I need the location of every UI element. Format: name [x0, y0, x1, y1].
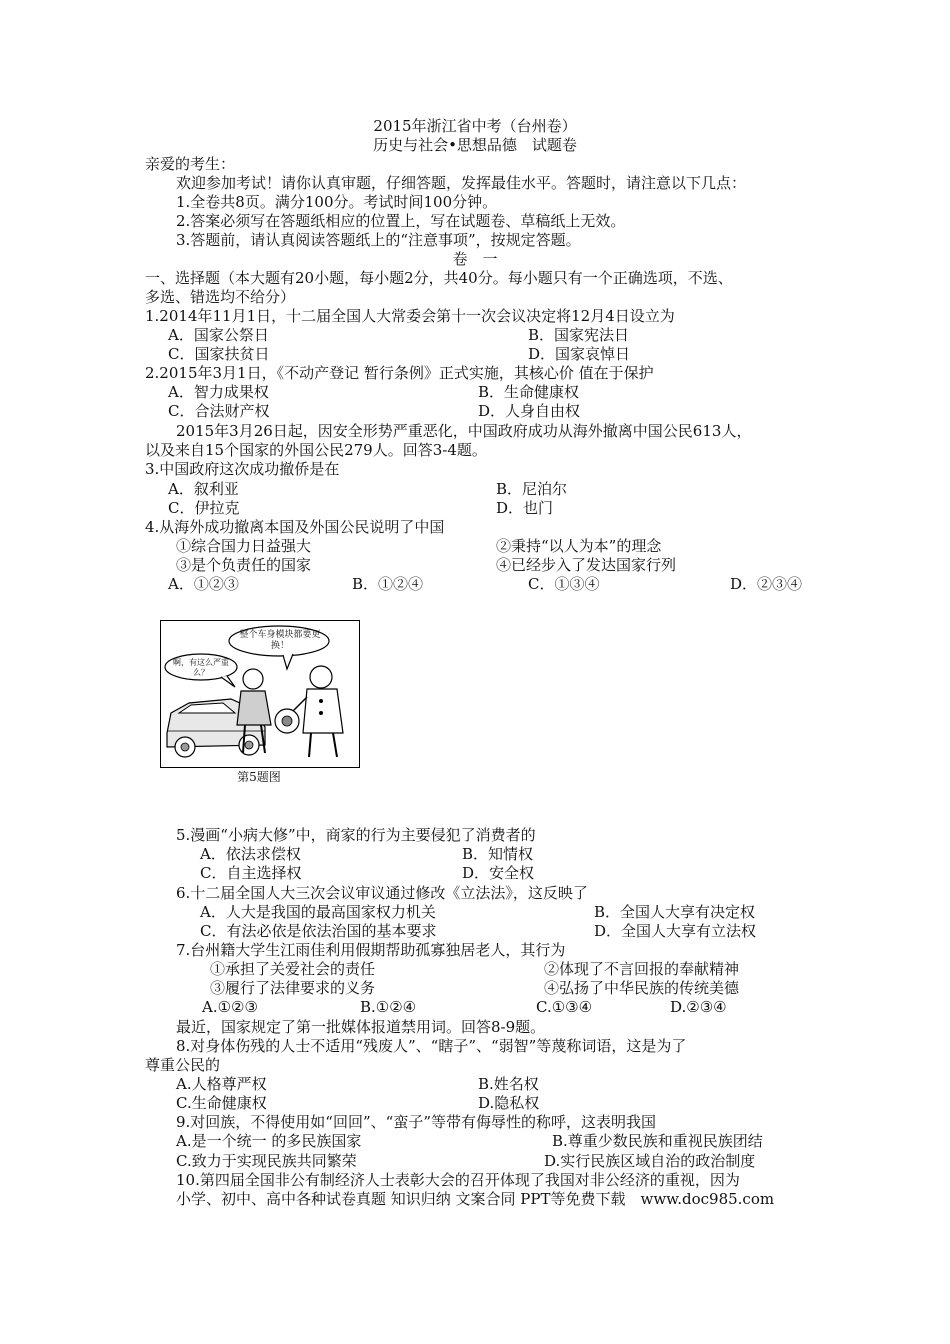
q3-option-c: C．伊拉克 [168, 499, 240, 517]
q5-option-c: C．自主选择权 [200, 864, 302, 882]
q6-option-b: B．全国人大享有决定权 [594, 903, 756, 921]
q1-option-a: A．国家公祭日 [168, 326, 269, 344]
note-3: 3.答题前，请认真阅读答题纸上的“注意事项”，按规定答题。 [176, 231, 581, 249]
q9-option-b: B.尊重少数民族和重视民族团结 [552, 1132, 763, 1150]
q4-stem: 4.从海外成功撤离本国及外国公民说明了中国 [145, 518, 445, 536]
note-1: 1.全卷共8页。满分100分。考试时间100分钟。 [176, 193, 498, 211]
footer-note: 小学、初中、高中各种试卷真题 知识归纳 文案合同 PPT等免费下载 www.doc985.com [176, 1190, 775, 1208]
q1-option-c: C．国家扶贫日 [168, 345, 270, 363]
q3-option-a: A．叙利亚 [168, 480, 239, 498]
q1-stem: 1.2014年11月1日，十二届全国人大常委会第十一次会议决定将12月4日设立为 [145, 307, 675, 325]
q1-option-b: B．国家宪法日 [528, 326, 630, 344]
q2-option-d: D．人身自由权 [478, 402, 581, 420]
q4-option-c: C．①③④ [528, 575, 600, 593]
q9-option-d: D.实行民族区域自治的政治制度 [544, 1152, 756, 1170]
q8-option-d: D.隐私权 [478, 1094, 540, 1112]
cartoon-figure [160, 620, 360, 768]
q7-stem: 7.台州籍大学生江雨佳利用假期帮助孤寡独居老人，其行为 [176, 941, 566, 959]
q7-option-c: C.①③④ [536, 998, 593, 1016]
section-heading: 一、选择题（本大题有20小题，每小题2分，共40分。每小题只有一个正确选项，不选、 [145, 269, 733, 287]
q1-option-d: D．国家哀悼日 [528, 345, 631, 363]
q7-statement-3: ③履行了法律要求的义务 [210, 979, 376, 997]
note-2: 2.答案必须写在答题纸相应的位置上，写在试题卷、草稿纸上无效。 [176, 212, 626, 230]
q7-statement-2: ②体现了不言回报的奉献精神 [544, 960, 740, 978]
q4-option-a: A．①②③ [168, 575, 239, 593]
q7-statement-4: ④弘扬了中华民族的传统美德 [544, 979, 740, 997]
q8-stem: 8.对身体伤残的人士不适用“残废人”、“瞎子”、“弱智”等蔑称词语，这是为了 [176, 1037, 687, 1055]
q3-option-b: B．尼泊尔 [496, 480, 568, 498]
q4-option-d: D．②③④ [730, 575, 803, 593]
q4-statement-3: ③是个负责任的国家 [176, 556, 312, 574]
volume-heading: 卷 一 [452, 250, 498, 268]
q9-stem: 9.对回族，不得使用如“回回”、“蛮子”等带有侮辱性的称呼，这表明我国 [176, 1113, 656, 1131]
q8-option-b: B.姓名权 [478, 1075, 539, 1093]
q3-stem: 3.中国政府这次成功撤侨是在 [145, 460, 340, 478]
material-1-line-2: 以及来自15个国家的外国公民279人。回答3-4题。 [145, 441, 487, 459]
q2-option-a: A．智力成果权 [168, 383, 269, 401]
exam-subtitle: 历史与社会•思想品德 试题卷 [373, 136, 577, 154]
cartoon-bubble-customer: 啊，有这么严重么？ [173, 658, 229, 677]
q8-stem-cont: 尊重公民的 [145, 1056, 221, 1074]
q3-option-d: D．也门 [496, 499, 554, 517]
q6-option-c: C．有法必依是依法治国的基本要求 [200, 922, 437, 940]
q10-stem: 10.第四届全国非公有制经济人士表彰大会的召开体现了我国对非公经济的重视，因为 [176, 1171, 740, 1189]
q5-stem: 5.漫画“小病大修”中，商家的行为主要侵犯了消费者的 [176, 826, 536, 844]
q9-option-c: C.致力于实现民族共同繁荣 [176, 1152, 357, 1170]
q2-stem: 2.2015年3月1日，《不动产登记 暂行条例》正式实施，其核心价 值在于保护 [145, 364, 654, 382]
greeting: 亲爱的考生： [145, 155, 236, 173]
cartoon-bubble-mechanic: 整个车身模块都要更换！ [239, 630, 321, 651]
intro: 欢迎参加考试！请你认真审题，仔细答题，发挥最佳水平。答题时，请注意以下几点： [176, 174, 747, 192]
material-2: 最近，国家规定了第一批媒体报道禁用词。回答8-9题。 [176, 1018, 546, 1036]
exam-title: 2015年浙江省中考（台州卷） [373, 117, 577, 135]
q5-option-b: B．知情权 [462, 845, 534, 863]
q7-option-b: B.①②④ [360, 998, 417, 1016]
q9-option-a: A.是一个统一 的多民族国家 [176, 1132, 362, 1150]
q4-statement-2: ②秉持“以人为本”的理念 [496, 537, 662, 555]
q8-option-a: A.人格尊严权 [176, 1075, 267, 1093]
q4-statement-1: ①综合国力日益强大 [176, 537, 312, 555]
material-1-line-1: 2015年3月26日起，因安全形势严重恶化，中国政府成功从海外撤离中国公民613人， [176, 422, 752, 440]
q8-option-c: C.生命健康权 [176, 1094, 267, 1112]
q5-option-d: D．安全权 [462, 864, 535, 882]
q6-stem: 6.十二届全国人大三次会议审议通过修改《立法法》，这反映了 [176, 884, 588, 902]
q6-option-a: A．人大是我国的最高国家权力机关 [200, 903, 436, 921]
q2-option-b: B．生命健康权 [478, 383, 580, 401]
q4-option-b: B．①②④ [352, 575, 424, 593]
q6-option-d: D．全国人大享有立法权 [594, 922, 757, 940]
section-heading-cont: 多选、错选均不给分） [145, 288, 296, 306]
q4-statement-4: ④已经步入了发达国家行列 [496, 556, 677, 574]
q2-option-c: C．合法财产权 [168, 402, 270, 420]
q7-option-a: A.①②③ [202, 998, 258, 1016]
q5-option-a: A．依法求偿权 [200, 845, 301, 863]
q7-option-d: D.②③④ [670, 998, 727, 1016]
figure-caption: 第5题图 [237, 770, 281, 784]
q7-statement-1: ①承担了关爱社会的责任 [210, 960, 376, 978]
